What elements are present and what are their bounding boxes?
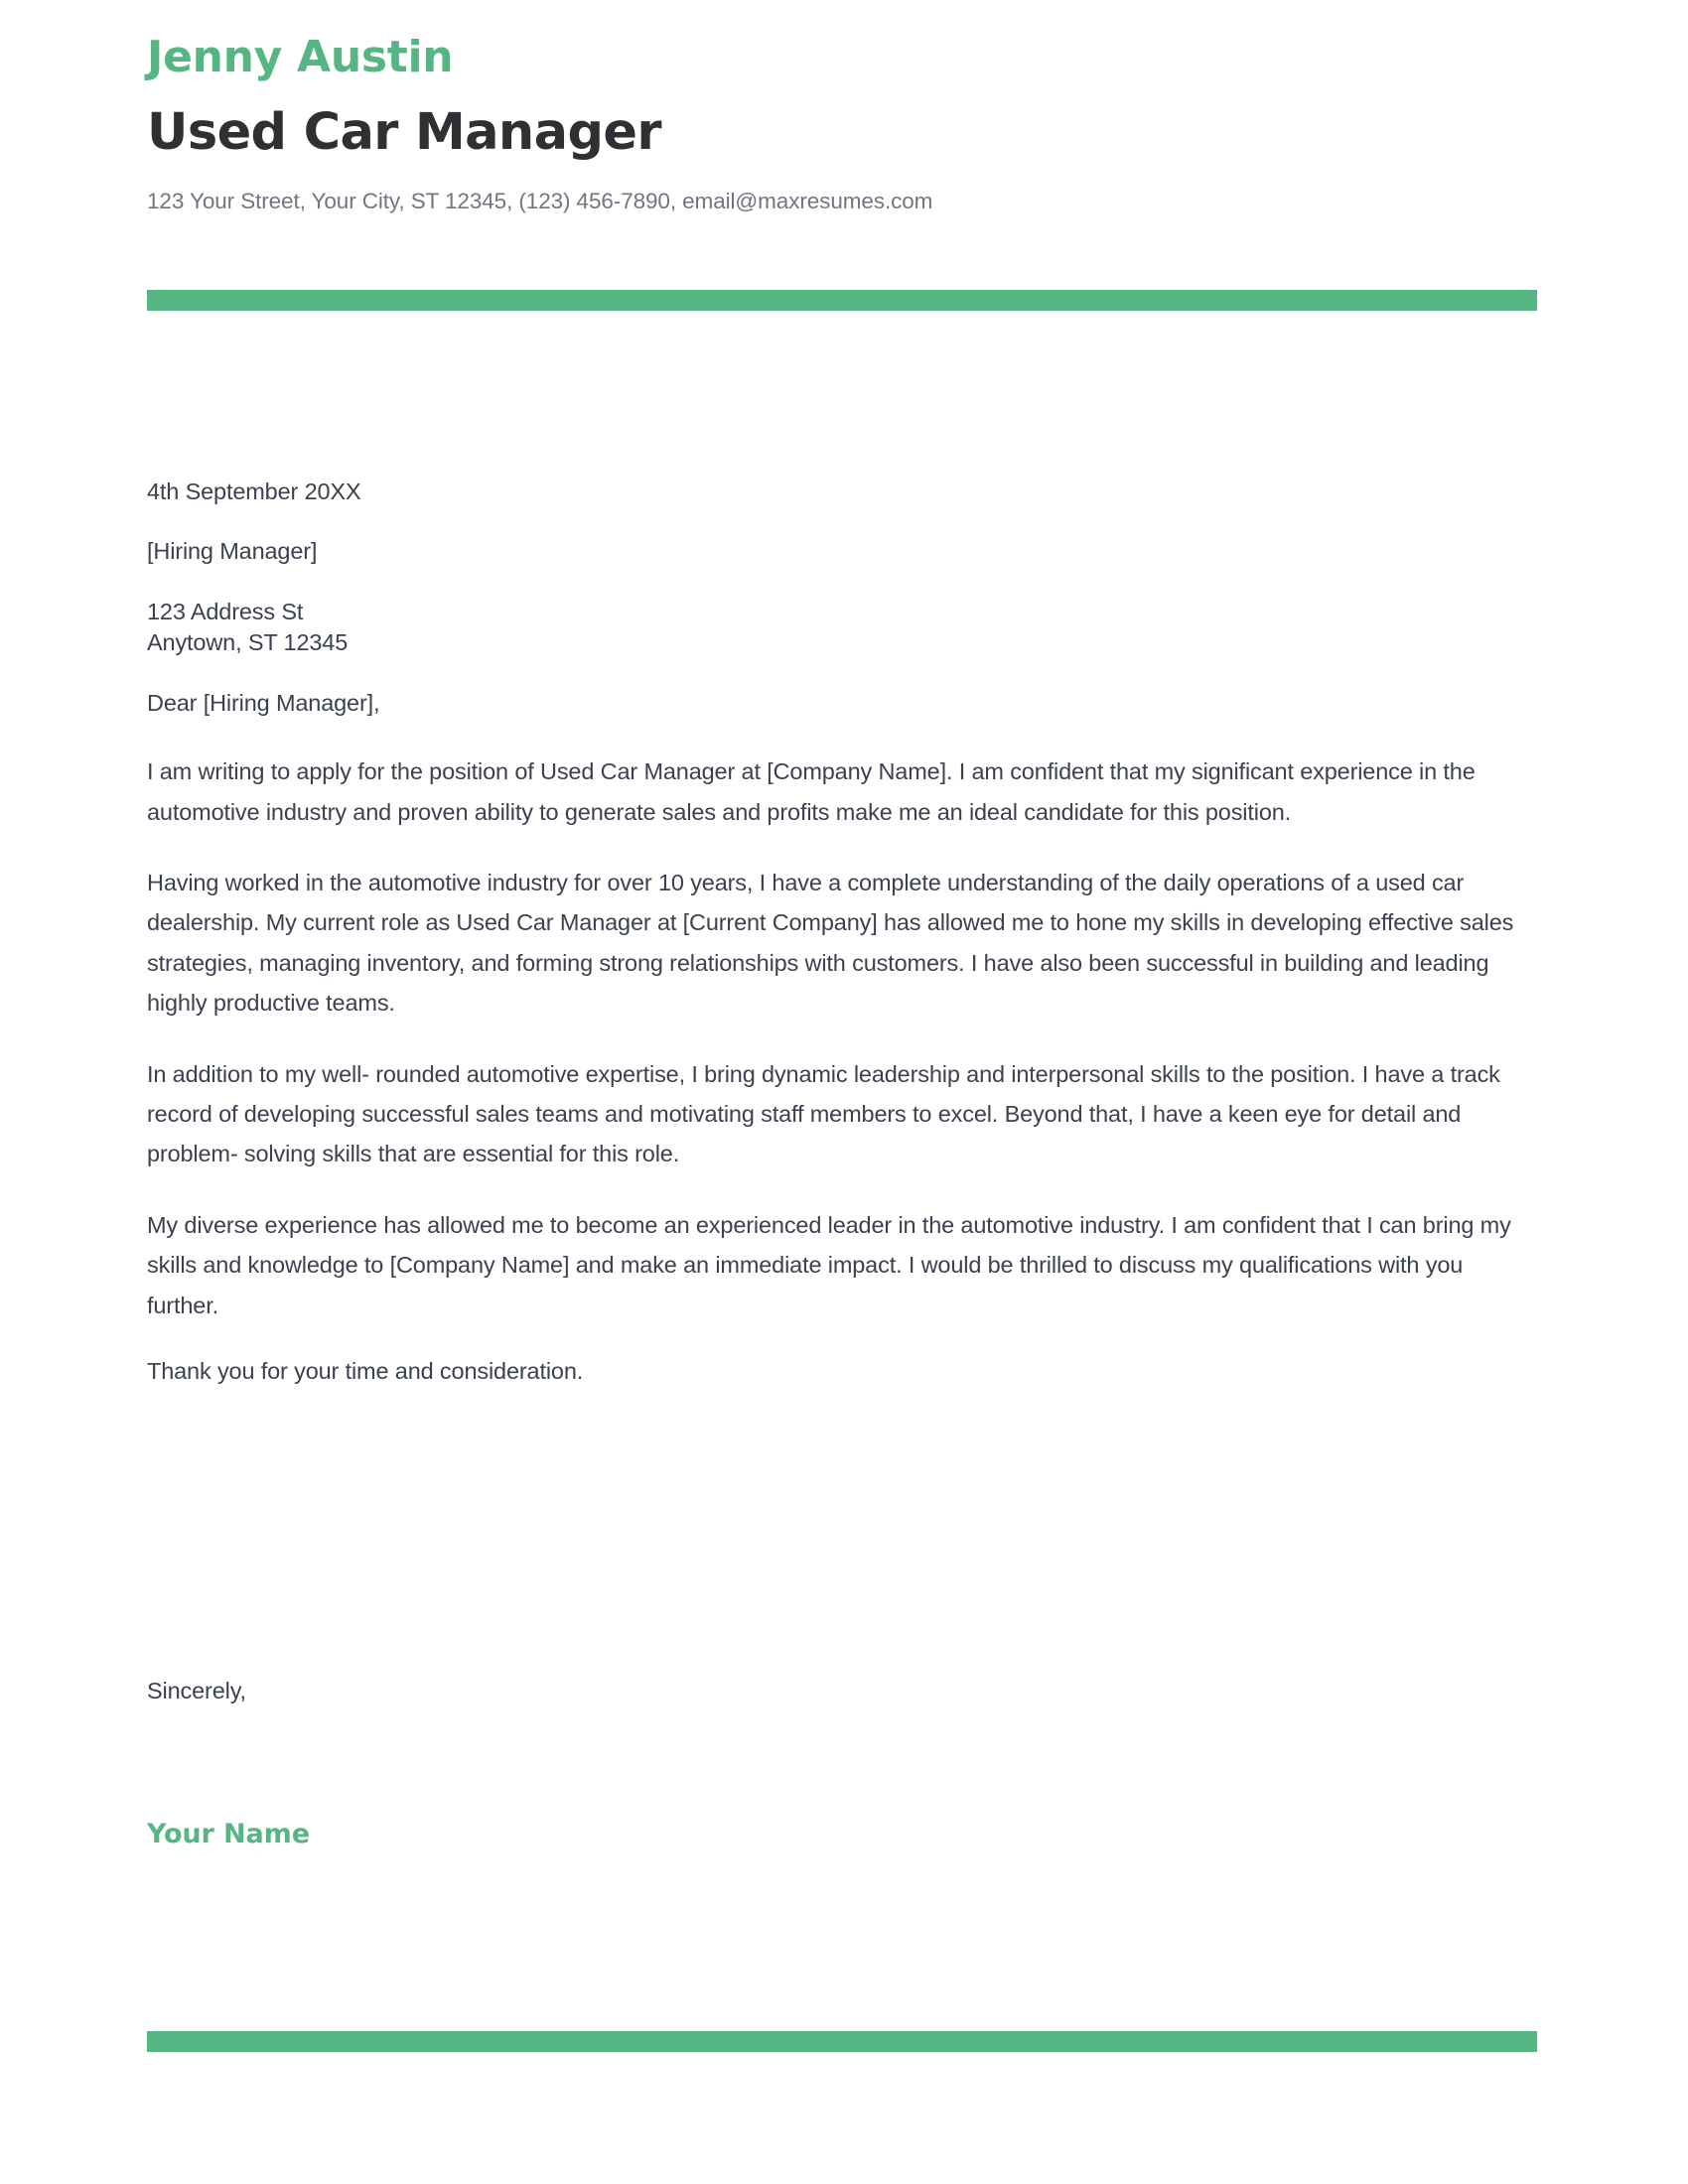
job-title: Used Car Manager [147,102,661,162]
contact-info-line: 123 Your Street, Your City, ST 12345, (123) 456-7890, email@maxresumes.com [147,188,933,213]
header-divider-bar [147,290,1537,311]
recipient-address-line-1: 123 Address St [147,598,304,624]
recipient-address-line-2: Anytown, ST 12345 [147,629,349,656]
letter-body [147,477,1537,1387]
applicant-name: Jenny Austin [147,32,454,82]
recipient-name: [Hiring Manager] [147,538,318,565]
closing-thanks: Thank you for your time and consideration. [147,1358,584,1385]
letter-paragraph-4: My diverse experience has allowed me to become an experienced leader in the automotive industry. I am confident that I can bring my skills and knowledge to [Company Name] and make an immediate impact. I would be thrilled to discuss my qualifications with you further. [147,1211,1511,1318]
letter-paragraph-3: In addition to my well- rounded automotive expertise, I bring dynamic leadership and interpersonal skills to the position. I have a track record of developing successful sales teams and motivating staff members to excel. Beyond that, I have a keen eye for detail and problem- solving skills that are essential for this role. [147,1060,1500,1167]
recipient-address [147,597,1537,659]
letter-date: 4th September 20XX [147,478,361,504]
letter-paragraph-1: I am writing to apply for the position of Used Car Manager at [Company Name]. I am confident that my significant experience in the automotive industry and proven ability to generate sales and profits make me an ideal candidate for this position. [147,758,1476,825]
sign-off: Sincerely, [147,1678,246,1704]
salutation: Dear [Hiring Manager], [147,689,380,716]
letterhead [147,0,1537,215]
header-section [147,0,1537,215]
footer-divider-bar [147,2031,1537,2052]
signature-name: Your Name [147,1819,310,1849]
letter-paragraph-2: Having worked in the automotive industry for over 10 years, I have a complete understanding of the daily operations of a used car dealership. My current role as Used Car Manager at [Current Company] has allowed me to hone my skills in developing effective sales strategies, managing inventory, and forming strong relationships with customers. I have also been successful in building and leading highly productive teams. [147,870,1514,1017]
